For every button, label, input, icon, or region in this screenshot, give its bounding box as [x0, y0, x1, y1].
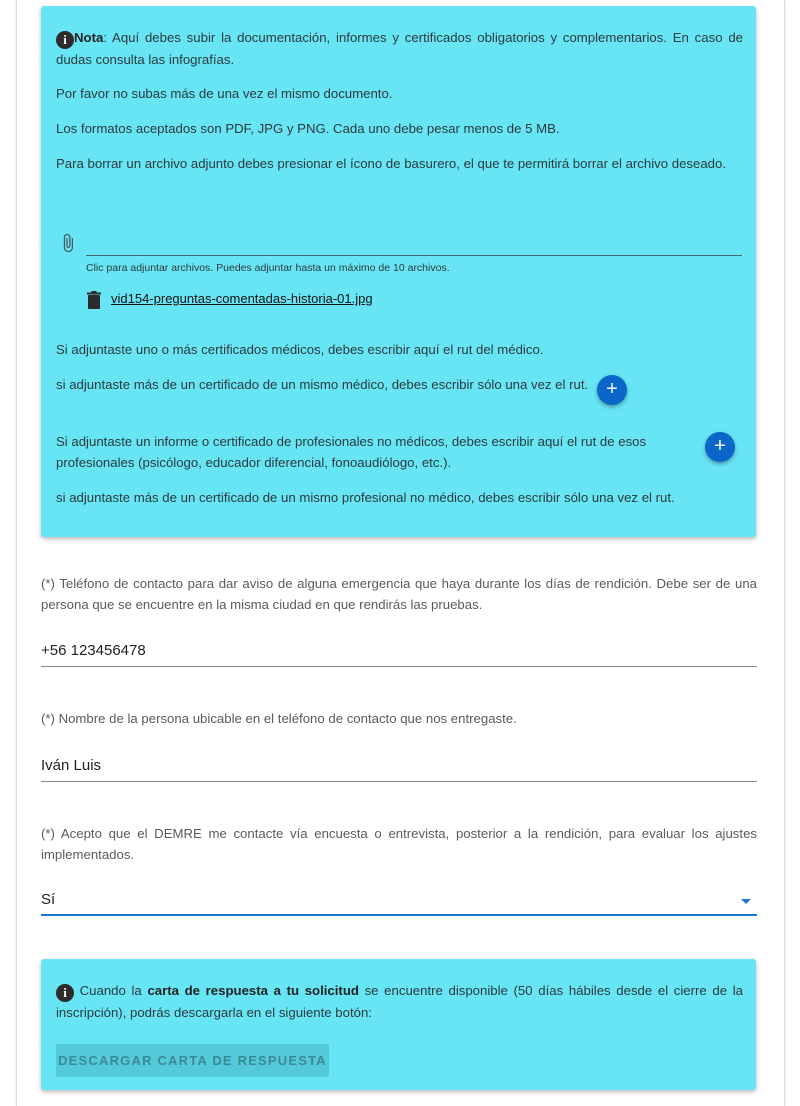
response-letter-card [41, 959, 756, 1090]
phone-value: +56 123456478 [41, 642, 146, 659]
profesional-rut-instruction: Si adjuntaste un informe o certificado de profesionales no médicos, debes escribir aquí el rut de esos profesionales (psicólogo, educador diferencial, fonoaudiólogo, etc.). [56, 434, 647, 470]
attach-hint: Clic para adjuntar archivos. Puedes adjuntar hasta un máximo de 10 archivos. [86, 262, 450, 274]
consent-label: (*) Acepto que el DEMRE me contacte vía encuesta o entrevista, posterior a la rendición, para evaluar los ajustes implementados. [41, 826, 757, 862]
note-paragraph [56, 27, 743, 70]
info-icon: i [56, 984, 74, 1002]
consent-selected-value: Sí [41, 891, 56, 908]
caret-down-icon [741, 899, 751, 904]
phone-label: (*) Teléfono de contacto para dar aviso de alguna emergencia que haya durante los días de rendición. Debe ser de una persona que se encuentre en la misma ciudad en que rendirás las pruebas. [41, 576, 757, 612]
phone-input[interactable] [41, 636, 757, 667]
add-medico-rut-button[interactable]: + [597, 375, 627, 405]
info-icon: i [56, 31, 74, 49]
medico-rut-instruction: Si adjuntaste uno o más certificados médicos, debes escribir aquí el rut del médico. [56, 342, 544, 357]
contact-name-value: Iván Luis [41, 757, 102, 774]
response-letter-bold: carta de respuesta a tu solicitud [147, 983, 359, 998]
contact-name-label: (*) Nombre de la persona ubicable en el teléfono de contacto que nos entregaste. [41, 711, 517, 726]
note-text: : Aquí debes subir la documentación, informes y certificados obligatorios y complementarios. En caso de dudas consulta las infografías. [56, 30, 743, 67]
response-letter-text: i Cuando la carta de respuesta a tu solicitud se encuentre disponible (50 días hábiles desde el cierre de la inscripción), podrás descargarla en el siguiente botón: [56, 983, 744, 1020]
attached-file-link[interactable]: vid154-preguntas-comentadas-historia-01.jpg [111, 291, 373, 306]
note-line-formats: Los formatos aceptados son PDF, JPG y PNG. Cada uno debe pesar menos de 5 MB. [56, 121, 560, 136]
file-input[interactable] [86, 255, 742, 256]
note-line-delete: Para borrar un archivo adjunto debes presionar el ícono de basurero, el que te permitirá borrar el archivo deseado. [56, 156, 727, 171]
add-profesional-rut-button[interactable]: + [705, 432, 735, 462]
download-letter-button[interactable]: DESCARGAR CARTA DE RESPUESTA [56, 1044, 329, 1077]
upload-note-card [41, 6, 756, 537]
paperclip-icon[interactable] [58, 231, 78, 255]
profesional-rut-note: si adjuntaste más de un certificado de un mismo profesional no médico, debes escribir sólo una vez el rut. [56, 490, 675, 505]
contact-name-input[interactable] [41, 751, 757, 782]
consent-select[interactable] [41, 885, 757, 916]
note-label: Nota [74, 30, 104, 45]
medico-rut-note: si adjuntaste más de un certificado de un mismo médico, debes escribir sólo una vez el rut. [56, 377, 589, 392]
trash-icon[interactable] [87, 291, 101, 309]
note-line-duplicates: Por favor no subas más de una vez el mismo documento. [56, 86, 393, 101]
